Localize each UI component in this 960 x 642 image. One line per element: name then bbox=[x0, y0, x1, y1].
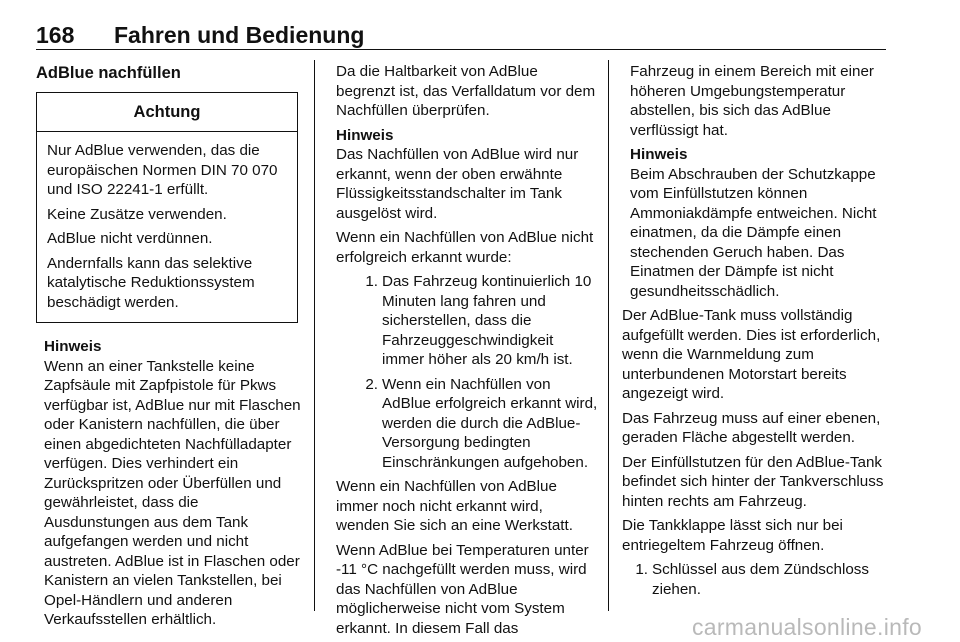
section-title: AdBlue nachfüllen bbox=[36, 64, 181, 82]
body-paragraph: Der AdBlue-Tank muss vollständig aufgefüllt werden. Dies ist erforderlich, wenn die Warnmeldung zum unterbundenen Motorstart bereits angezeigt wird. bbox=[622, 307, 881, 402]
list-item bbox=[626, 560, 886, 599]
column-right bbox=[622, 62, 886, 604]
body-paragraph: Wenn AdBlue bei Temperaturen unter -11 °C nachgefüllt werden muss, wird das Nachfüllen von AdBlue möglicherweise nicht vom System erkannt. In diesem Fall das bbox=[336, 541, 589, 637]
list-item bbox=[356, 375, 598, 473]
warning-body bbox=[37, 132, 297, 322]
list-item-number: 1. bbox=[635, 561, 648, 578]
list-item-text: Wenn ein Nachfüllen von AdBlue erfolgreich erkannt wird, werden die durch die AdBlue-Versorgung bedingten Einschränkungen aufgehoben. bbox=[382, 375, 598, 471]
list-item-text: Schlüssel aus dem Zündschloss ziehen. bbox=[652, 561, 869, 598]
note-label: Hinweis bbox=[44, 338, 102, 355]
page-header bbox=[36, 22, 886, 50]
column-divider bbox=[608, 60, 609, 611]
body-paragraph: Die Tankklappe lässt sich nur bei entriegeltem Fahrzeug öffnen. bbox=[622, 517, 843, 554]
column-divider bbox=[314, 60, 315, 611]
body-paragraph: Da die Haltbarkeit von AdBlue begrenzt ist, das Verfalldatum vor dem Nachfüllen überprüfen. bbox=[336, 63, 596, 119]
numbered-list bbox=[626, 560, 886, 599]
numbered-list bbox=[356, 272, 598, 472]
note-text: Wenn an einer Tankstelle keine Zapfsäule mit Zapfpistole für Pkws verfügbar ist, AdBlue nur mit Flaschen oder Kanistern nachfüllen, die über einen abgedichteten Nachfülladapter verfügen. Dies verhindert ein Zurückspritzen oder Überfüllen und gewährleistet, dass die Ausdunstungen aus dem Tank aufgefangen werden und nicht austreten. AdBlue ist in Flaschen oder Kanistern an vielen Tankstellen, bei Opel-Händlern und anderen Verkaufsstellen erhältlich. bbox=[44, 357, 301, 628]
warning-paragraph: Keine Zusätze verwenden. bbox=[47, 205, 227, 223]
page-number: 168 bbox=[36, 22, 75, 48]
body-paragraph: Wenn ein Nachfüllen von AdBlue immer noch nicht erkannt wird, wenden Sie sich an eine Werkstatt. bbox=[336, 478, 573, 534]
body-paragraph: Der Einfüllstutzen für den AdBlue-Tank befindet sich hinter der Tankverschluss hinten rechts am Fahrzeug. bbox=[622, 453, 884, 510]
warning-paragraph: Andernfalls kann das selektive katalytische Reduktionssystem beschädigt werden. bbox=[47, 254, 255, 311]
list-item-text: Das Fahrzeug kontinuierlich 10 Minuten lang fahren und sicherstellen, dass die Fahrzeuggeschwindigkeit immer höher als 20 km/h ist. bbox=[382, 273, 592, 368]
warning-paragraph: AdBlue nicht verdünnen. bbox=[47, 230, 213, 247]
note-text: Beim Abschrauben der Schutzkappe vom Einfüllstutzen können Ammoniakdämpfe entweichen. Nicht einatmen, da die Dämpfe einen stechenden Geruch haben. Das Einatmen der Dämpfe ist nicht gesundheitsschädlich. bbox=[630, 165, 877, 300]
column-left bbox=[36, 62, 302, 635]
body-paragraph: Fahrzeug in einem Bereich mit einer höheren Umgebungstemperatur abstellen, bis sich das AdBlue verflüssigt hat. bbox=[630, 63, 874, 139]
note-label: Hinweis bbox=[630, 146, 688, 163]
chapter-title: Fahren und Bedienung bbox=[114, 22, 365, 48]
note-text: Das Nachfüllen von AdBlue wird nur erkannt, wenn der oben erwähnte Flüssigkeitsstandschalter im Tank ausgelöst wird. bbox=[336, 146, 579, 222]
warning-title: Achtung bbox=[37, 93, 297, 132]
column-middle bbox=[336, 62, 598, 642]
body-paragraph: Das Fahrzeug muss auf einer ebenen, geraden Fläche abgestellt werden. bbox=[622, 409, 881, 446]
list-item bbox=[356, 272, 598, 370]
body-paragraph: Wenn ein Nachfüllen von AdBlue nicht erfolgreich erkannt wurde: bbox=[336, 229, 594, 266]
watermark: carmanualsonline.info bbox=[691, 614, 922, 640]
note-label: Hinweis bbox=[336, 126, 394, 144]
warning-box bbox=[36, 92, 298, 323]
warning-paragraph: Nur AdBlue verwenden, das die europäischen Normen DIN 70 070 und ISO 22241-1 erfüllt. bbox=[47, 142, 278, 198]
list-item-number: 2. bbox=[365, 375, 378, 393]
list-item-number: 1. bbox=[365, 273, 378, 290]
